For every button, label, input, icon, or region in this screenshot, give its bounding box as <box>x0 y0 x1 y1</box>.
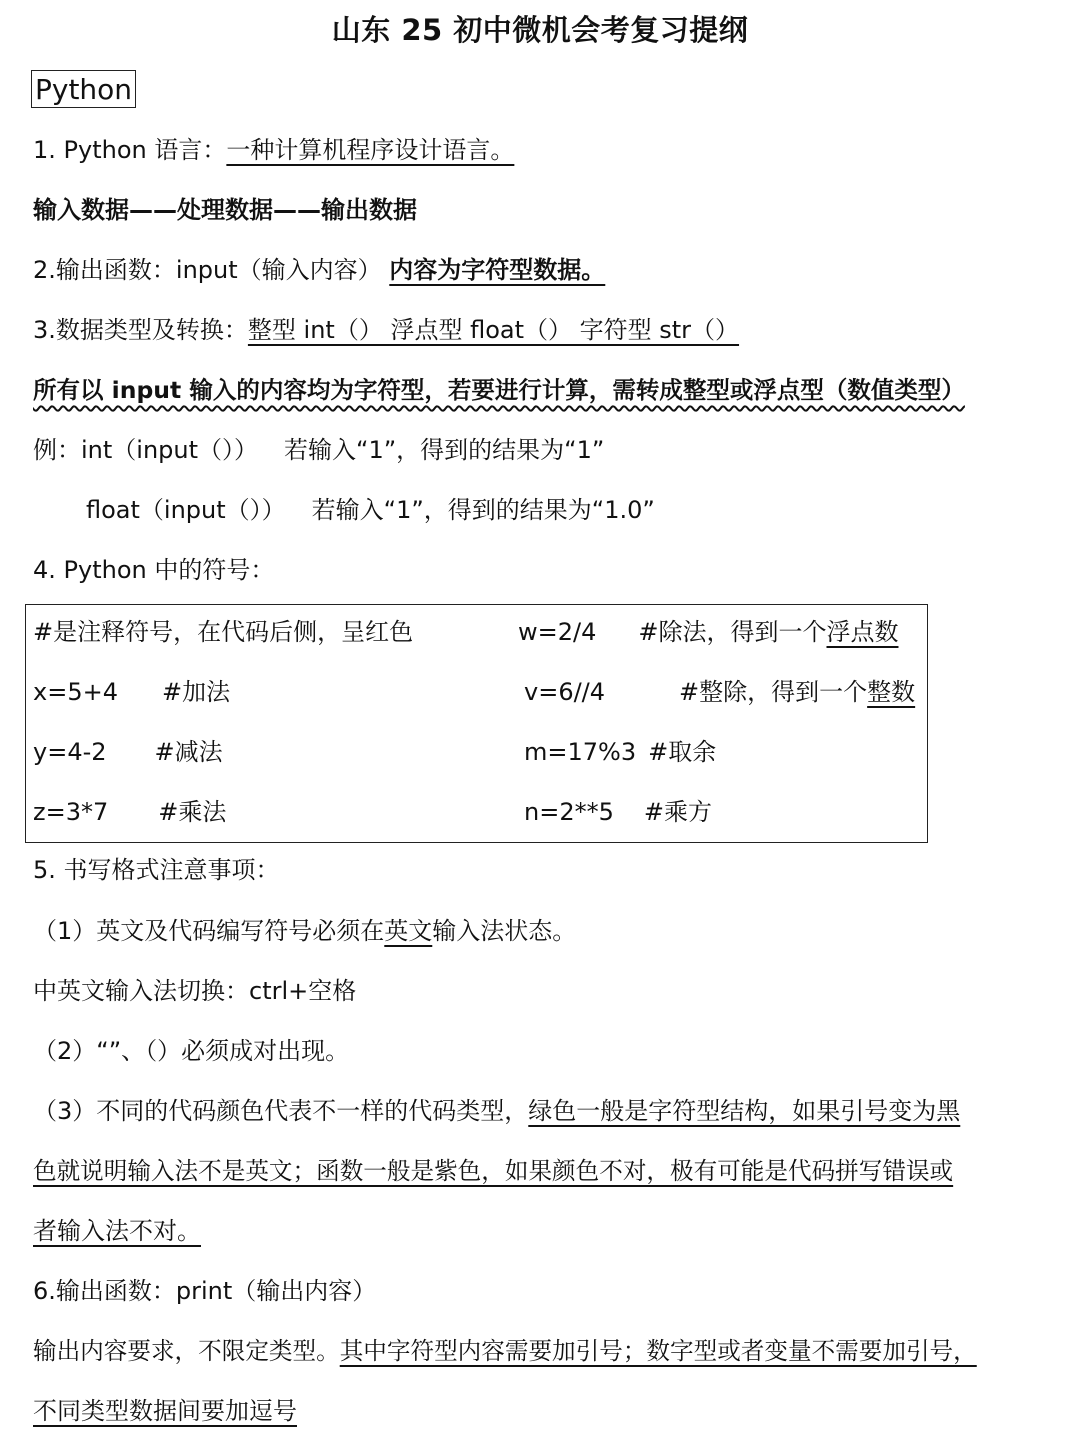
example-2 <box>86 493 655 527</box>
multiplication-desc: #乘法 <box>158 798 227 826</box>
division-desc: #除法，得到一个 <box>638 618 827 646</box>
addition-desc: #加法 <box>161 678 231 706</box>
division-result-type: 浮点数 <box>826 618 899 646</box>
example-1-desc: 若输入“1”，得到的结果为“1” <box>284 436 605 464</box>
item-3-prefix: 3.数据类型及转换： <box>33 316 248 344</box>
input-string-note-text: 所有以 input 输入的内容均为字符型，若要进行计算，需转成整型或浮点型（数值类型） <box>33 376 965 404</box>
note-2: （2）“”、（）必须成对出现。 <box>33 1037 350 1065</box>
floor-division-desc: #整除，得到一个 <box>679 678 868 706</box>
page-title: 山东 25 初中微机会考复习提纲 <box>331 13 749 47</box>
item-2-note: 内容为字符型数据。 <box>389 256 606 284</box>
multiplication-code: z=3*7 <box>33 798 109 826</box>
multiplication-row <box>33 795 226 829</box>
item-2-input-function <box>33 253 605 287</box>
example-2-desc: 若输入“1”，得到的结果为“1.0” <box>311 496 655 524</box>
floor-division-code: v=6//4 <box>524 678 606 706</box>
note-1 <box>33 914 576 948</box>
floor-division-result-type: 整数 <box>867 678 916 706</box>
modulo-desc: #取余 <box>648 738 717 766</box>
note-3-line-2: 色就说明输入法不是英文；函数一般是紫色，如果颜色不对，极有可能是代码拼写错误或 <box>33 1157 954 1185</box>
note-3-line-3: 者输入法不对。 <box>33 1217 201 1245</box>
example-1-code: int（input（）） <box>81 436 259 464</box>
item-5-format-notes: 5. 书写格式注意事项： <box>33 856 280 884</box>
note-3-line-1 <box>33 1094 960 1128</box>
item-3-data-types <box>33 313 739 347</box>
subtraction-row <box>33 735 223 769</box>
modulo-code: m=17%3 <box>524 738 637 766</box>
data-flow-line: 输入数据——处理数据——输出数据 <box>33 196 417 224</box>
item-1-definition: 一种计算机程序设计语言。 <box>226 136 515 164</box>
output-a: 输出内容要求，不限定类型。 <box>33 1337 340 1365</box>
example-2-code: float（input（）） <box>86 496 286 524</box>
example-1 <box>33 433 604 467</box>
subtraction-code: y=4-2 <box>33 738 107 766</box>
comment-symbol-desc: #是注释符号，在代码后侧，呈红色 <box>33 618 414 646</box>
addition-code: x=5+4 <box>33 678 118 706</box>
output-c: 不同类型数据间要加逗号 <box>33 1397 297 1425</box>
power-row <box>524 795 712 829</box>
division-row <box>518 615 898 649</box>
addition-row <box>33 675 230 709</box>
item-2-prefix: 2.输出函数：input（输入内容） <box>33 256 382 284</box>
item-1-prefix: 1. Python 语言： <box>33 136 227 164</box>
item-1-language <box>33 133 514 167</box>
subtraction-desc: #减法 <box>154 738 223 766</box>
symbols-box <box>25 604 928 843</box>
example-label: 例： <box>33 436 81 464</box>
item-3-types: 整型 int（） 浮点型 float（） 字符型 str（） <box>247 316 740 344</box>
division-code: w=2/4 <box>518 618 597 646</box>
input-string-note <box>33 373 965 407</box>
note-3-a: （3）不同的代码颜色代表不一样的代码类型， <box>33 1097 529 1125</box>
output-requirements <box>33 1334 977 1368</box>
section-heading-python: Python <box>31 70 136 108</box>
item-4-symbols: 4. Python 中的符号： <box>33 556 275 584</box>
floor-division-row <box>524 675 915 709</box>
modulo-row <box>524 735 716 769</box>
item-6-print-function: 6.输出函数：print（输出内容） <box>33 1277 377 1305</box>
note-3-b: 绿色一般是字符型结构，如果引号变为黑 <box>528 1097 961 1125</box>
output-b: 其中字符型内容需要加引号；数字型或者变量不需要加引号， <box>339 1337 977 1365</box>
power-desc: #乘方 <box>643 798 712 826</box>
input-method-switch: 中英文输入法切换：ctrl+空格 <box>33 977 357 1005</box>
power-code: n=2**5 <box>524 798 614 826</box>
note-1-english: 英文 <box>384 917 433 945</box>
note-1-c: 输入法状态。 <box>432 917 577 945</box>
note-1-a: （1）英文及代码编写符号必须在 <box>33 917 385 945</box>
